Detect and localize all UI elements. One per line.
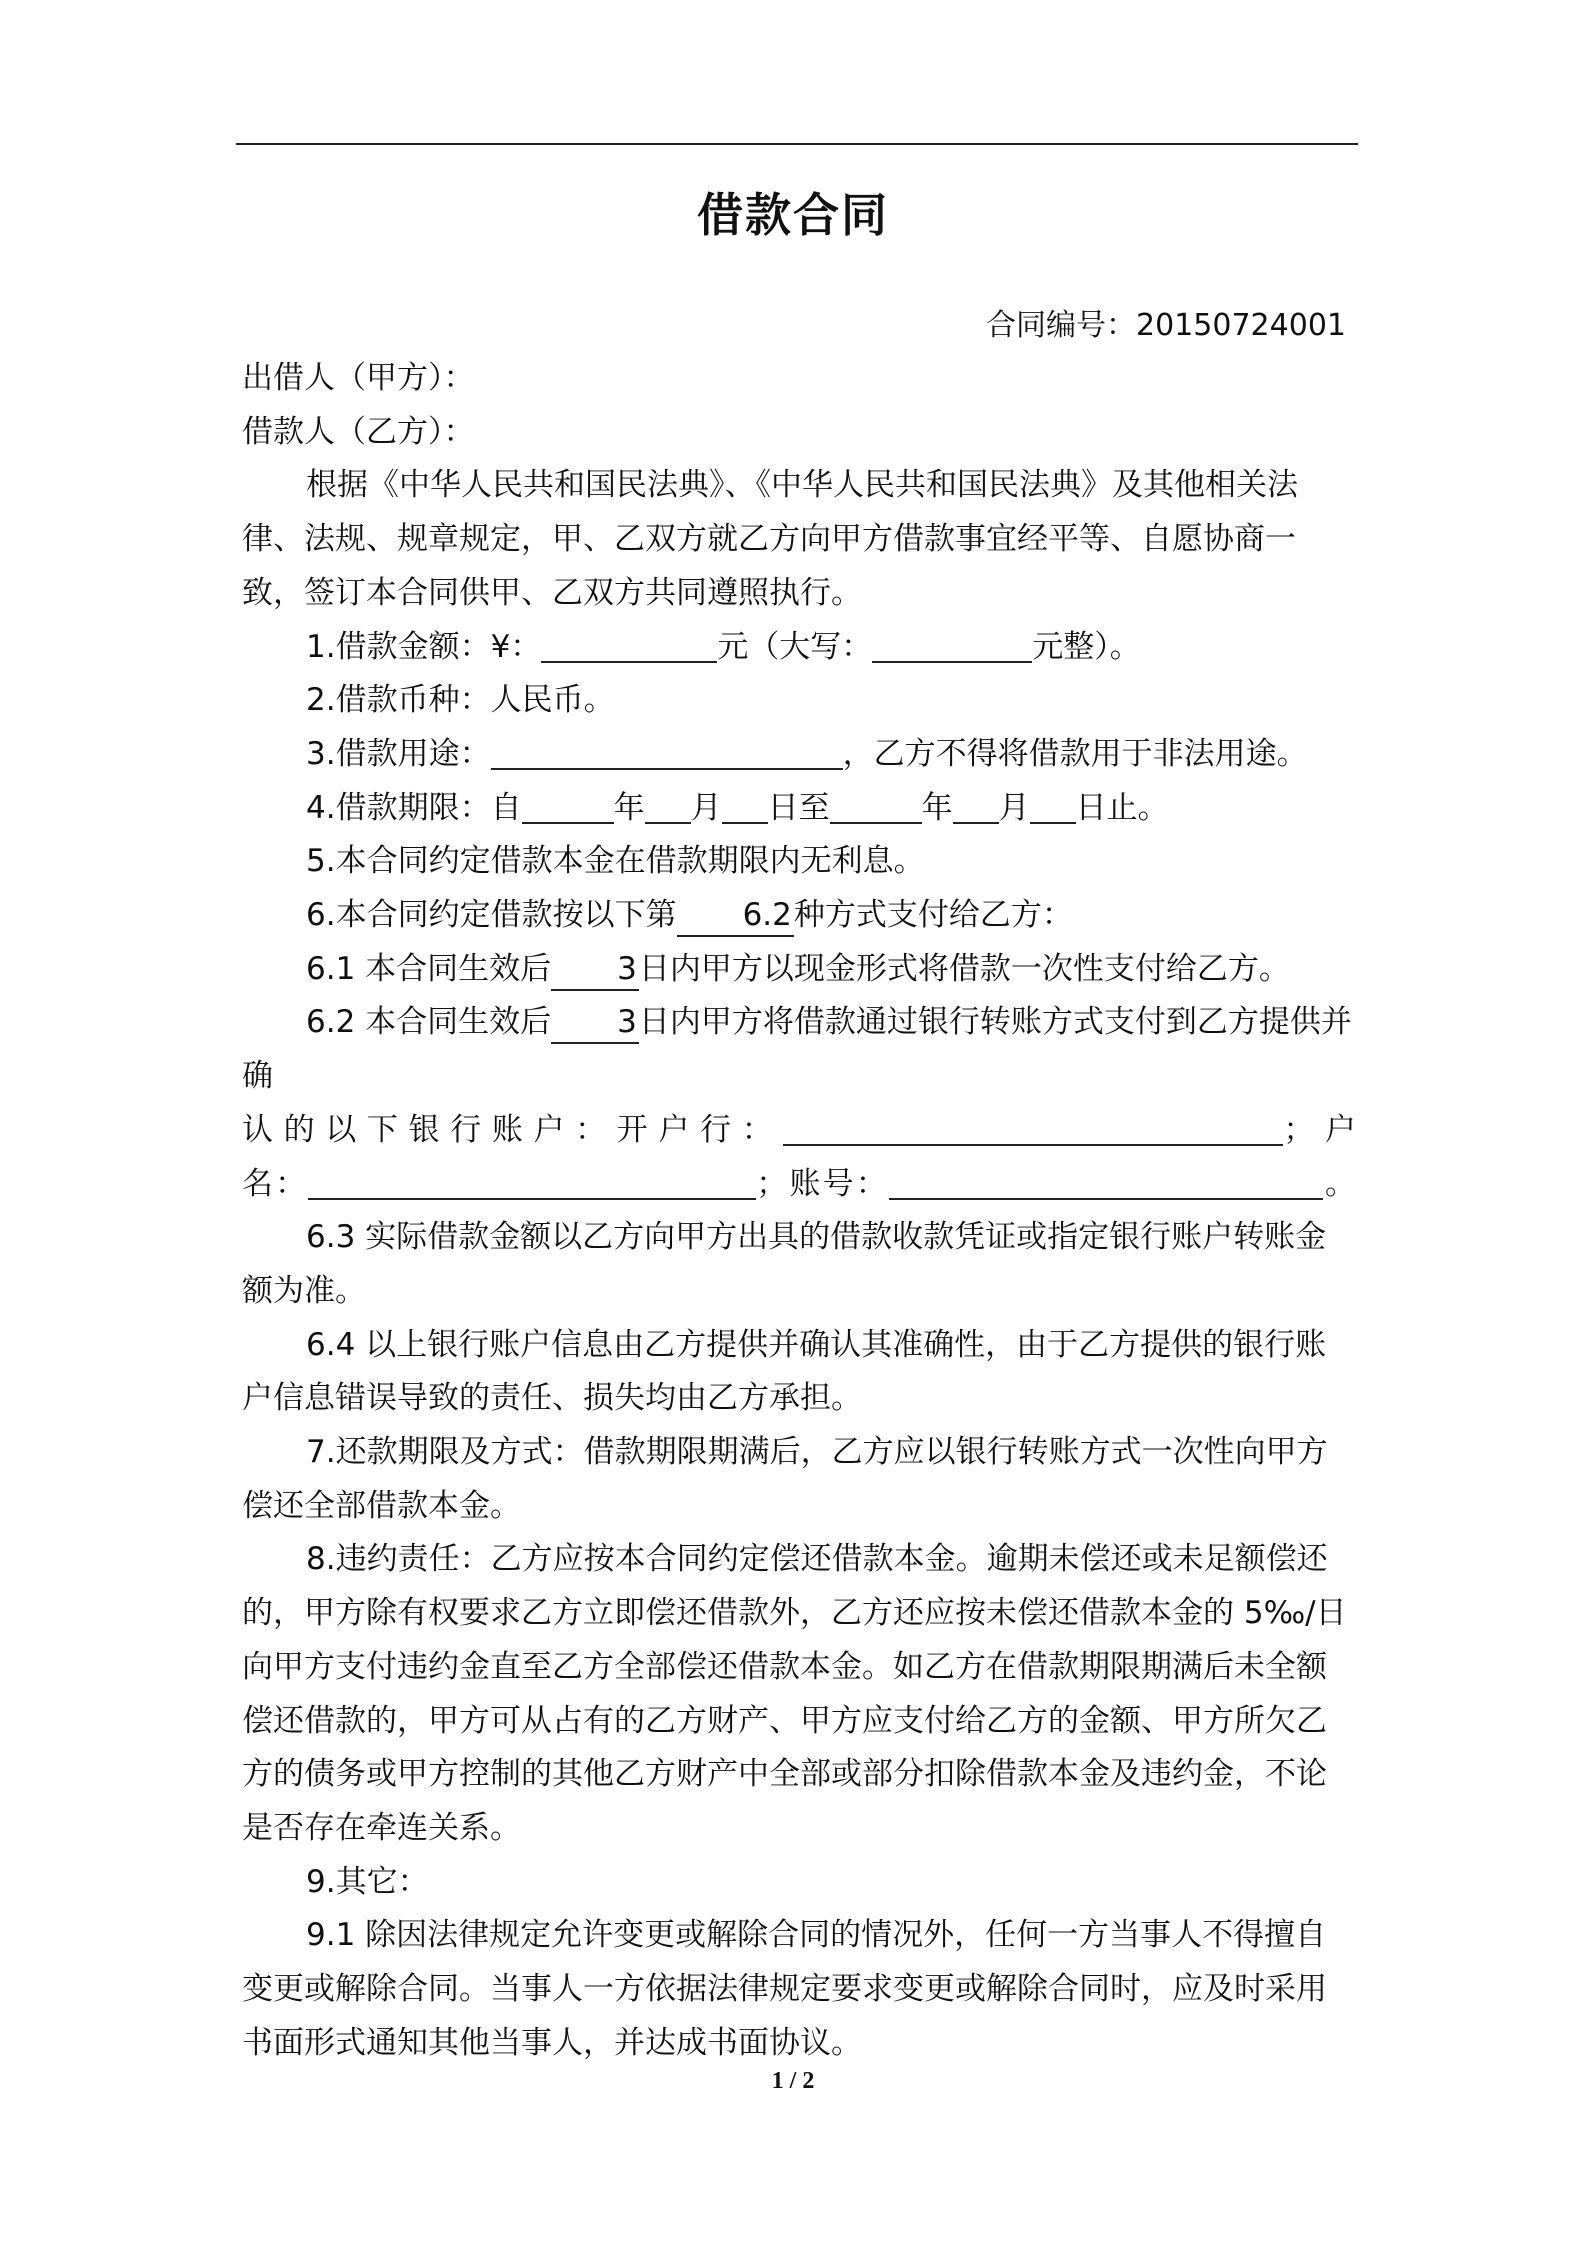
clause-6-1-end: 日内甲方以现金形式将借款一次性支付给乙方。 — [638, 950, 1290, 987]
amount-words-blank — [872, 625, 1032, 663]
month-label-2: 月 — [998, 789, 1030, 826]
clause-6-2-label: 6.2 本合同生效后 — [306, 1004, 552, 1041]
clause-4-label: 4.借款期限：自 — [306, 789, 522, 826]
clause-6-4: 6.4 以上银行账户信息由乙方提供并确认其准确性，由于乙方提供的银行账户信息错误导致的责任、损失均由乙方承担。 — [242, 1326, 1327, 1417]
clause-8: 8.违约责任：乙方应按本合同约定偿还借款本金。逾期未偿还或未足额偿还的，甲方除有权要求乙方立即偿还借款外，乙方还应按未偿还借款本金的 5‰/日向甲方支付违约金直至乙方全部偿还借款本金。如乙方在借款期限期满后未全额偿还借款的，甲方可从占有的乙方财产、甲方应支付给乙方的金额、甲方所欠乙方的债务或甲方控制的其他乙方财产中全部或部分扣除借款本金及违约金，不论是否存在牵连关系。 — [242, 1541, 1347, 1846]
clause-6-2-line-3 — [242, 1158, 1356, 1212]
start-year-blank — [522, 786, 614, 824]
clause-1 — [242, 621, 1356, 675]
page-number: 1 / 2 — [771, 2068, 815, 2094]
amount-blank — [541, 625, 717, 663]
contract-number — [986, 296, 1346, 356]
account-name-blank — [308, 1162, 756, 1200]
month-label: 月 — [690, 789, 722, 826]
clause-2: 2.借款币种：人民币。 — [306, 682, 615, 719]
clause-4 — [242, 782, 1356, 836]
clause-7: 7.还款期限及方式：借款期限期满后，乙方应以银行转账方式一次性向甲方偿还全部借款本金。 — [242, 1434, 1328, 1524]
borrower-line: 借款人（乙方）： — [242, 413, 475, 450]
cash-days-value: 3 — [551, 949, 639, 991]
clause-6-1-label: 6.1 本合同生效后 — [306, 950, 552, 987]
clause-6-1 — [242, 943, 1356, 997]
end-month-blank — [953, 786, 999, 824]
purpose-blank — [491, 732, 843, 770]
clause-1-end: 元整）。 — [1032, 628, 1141, 665]
clause-3 — [242, 728, 1356, 782]
clause-6-3: 6.3 实际借款金额以乙方向甲方出具的借款收款凭证或指定银行账户转账金额为准。 — [242, 1219, 1327, 1309]
clause-9: 9.其它： — [306, 1863, 429, 1900]
contract-number-value: 20150724001 — [1136, 308, 1346, 343]
contract-body — [242, 352, 1356, 2071]
year-label: 年 — [613, 789, 645, 826]
clause-3-label: 3.借款用途： — [306, 735, 491, 772]
clause-6-2 — [242, 996, 1356, 1211]
clause-9-1: 9.1 除因法律规定允许变更或解除合同的情况外，任何一方当事人不得擅自变更或解除合同。当事人一方依据法律规定要求变更或解除合同时，应及时采用书面形式通知其他当事人，并达成书面协议。 — [242, 1917, 1327, 2061]
clause-3-end: ，乙方不得将借款用于非法用途。 — [842, 735, 1308, 772]
clause-6-2-end: 。 — [1322, 1165, 1357, 1202]
day-to-label: 日至 — [767, 789, 830, 826]
account-number-blank — [889, 1162, 1323, 1200]
account-number-label: ；账号： — [756, 1165, 889, 1202]
header-rule — [236, 143, 1358, 145]
start-month-blank — [645, 786, 691, 824]
clause-6 — [242, 889, 1356, 943]
contract-number-label: 合同编号： — [986, 308, 1137, 343]
transfer-days-value: 3 — [551, 1002, 639, 1044]
clause-1-mid: 元（大写： — [717, 628, 873, 665]
preamble: 根据《中华人民共和国民法典》、《中华人民共和国民法典》及其他相关法律、法规、规章规定，甲、乙双方就乙方向甲方借款事宜经平等、自愿协商一致，签订本合同供甲、乙双方共同遵照执行。 — [242, 467, 1298, 611]
lender-line: 出借人（甲方）： — [242, 360, 475, 396]
clause-6-label: 6.本合同约定借款按以下第 — [306, 897, 677, 934]
bank-account-label: 认的以下银行账户：开户行： — [242, 1111, 784, 1148]
clause-6-2-line-1 — [242, 996, 1356, 1103]
clause-5: 5.本合同约定借款本金在借款期限内无利息。 — [306, 843, 925, 880]
account-name-label-end: 名： — [242, 1165, 309, 1202]
year-label-2: 年 — [921, 789, 953, 826]
clause-6-2-text: 日内甲方将借款通过银行转账方式支付到乙方提供并确 — [242, 1004, 1352, 1095]
start-day-blank — [722, 786, 768, 824]
day-end-label: 日止。 — [1075, 789, 1169, 826]
bank-name-blank — [783, 1108, 1283, 1146]
account-name-label-start: ；户 — [1283, 1111, 1357, 1148]
payment-method-choice: 6.2 — [677, 895, 794, 937]
clause-1-label: 1.借款金额：¥： — [306, 628, 542, 665]
clause-6-end: 种方式支付给乙方： — [793, 897, 1073, 934]
clause-6-2-line-2 — [242, 1104, 1356, 1158]
document-title: 借款合同 — [697, 188, 889, 242]
end-year-blank — [830, 786, 922, 824]
end-day-blank — [1030, 786, 1076, 824]
